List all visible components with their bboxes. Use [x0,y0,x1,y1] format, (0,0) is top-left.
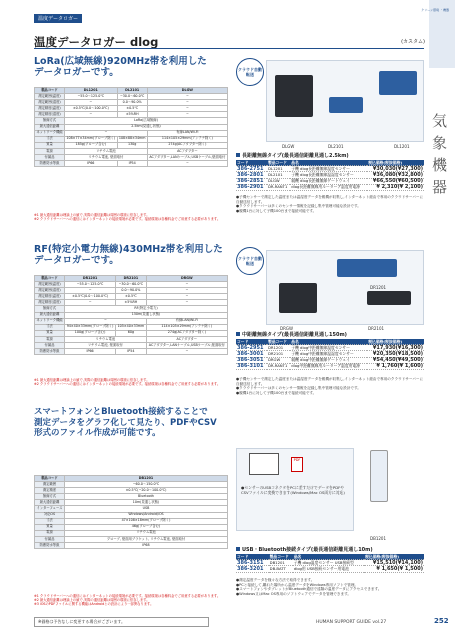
order-heading: USB・Bluetooth接続タイプ(最長通信距離見通し10m) [236,546,373,553]
table-cell: 108×77×34mm(プローブ除く) [66,136,116,141]
row-label: 最大通信距離 [35,500,65,506]
column-header: 製品コード [35,276,65,282]
table-cell: 105×40×33mm [117,324,145,329]
bullet: ●スマートフォンやタブレットがBluetooth通信で遠隔の温度データにアクセスできます。 [236,587,382,592]
row-label: 防塵防水等級 [35,543,65,549]
product-name: 子機 dlog長距離無線温度センサー [290,166,367,172]
row-label: ネットワーク機能 [36,130,63,135]
note-line: ※2 クラウドサーバーへの通信にはインターネットの接続環境が必要です。接続環境は各種料金でご用意する必要があります。 [34,382,221,387]
column-header: DR2101 [116,276,146,282]
product-code: DRGW [267,357,290,363]
product-price: ¥20,350(¥18,500) [367,351,424,357]
row-label: 最大通信距離 [35,124,65,130]
table-cell: ±0.5℃ [117,106,147,112]
table-cell: − [147,94,227,100]
table-cell: リチウム電池 [65,148,148,154]
notes-lora [34,213,228,221]
table-cell: 100g(プローブ含む) [65,330,116,336]
row-label: 測定範囲 [35,482,65,488]
table-cell: 47×108×18mm(プローブ除く) [65,518,228,524]
column-header: 品名 [293,554,364,560]
column-header: 税込価格(税抜価格) [367,160,424,166]
note-line: ※1 最大通信距離は理論上の値で,実際の通信距離は周囲の環境に依存します。 [34,213,150,217]
bullet: ●親機1台に対して子機100台まで接続可能です。 [236,208,317,213]
product-name: 親機 dlog長距離無線ゲートウェイ [290,178,367,184]
table-cell: − [146,349,227,355]
page-number: 252 [434,617,449,625]
device-image [379,71,417,95]
section-rf-title [34,244,223,266]
table-cell: ±5%RH [117,112,147,118]
table-cell: IP66 [65,349,116,355]
product-code: DR-RANT1 [267,363,290,369]
row-label: 寸法 [35,324,65,330]
device-image [275,75,313,117]
cloud-badge: クラウド自動転送 [236,247,264,275]
table-cell: − [65,300,116,306]
section-title-line: スマートフォンとBluetooth接続することで [34,407,208,417]
table-cell: 130g [117,142,147,148]
row-label: 電源 [35,530,65,536]
row-label: 防塵防水等級 [35,161,65,167]
product-price: ¥17,930(¥16,300) [367,345,424,351]
pdf-icon: PDF [291,457,303,472]
row-label: 寸法 [35,518,65,524]
column-header: DLGW [147,88,227,94]
table-cell: 274g(ACアダプター除く) [146,330,227,336]
order-code: 386-3101 [236,363,267,369]
section-title-line: 形式のファイル作成が可能です。 [34,428,161,438]
product-name: 子機 dlog中距離無線温度センサー [290,345,367,351]
spec-table-bluetooth [34,475,228,549]
order-code: 386-2951 [236,345,267,351]
table-cell: ±5%RH [116,300,146,306]
row-label: 質量 [35,524,65,530]
product-price: ¥30,030(¥27,300) [367,166,424,172]
order-row [236,363,424,369]
note-line: ※3 iOSのPDFファイルに関する機能はAndroidとの設計により一部異なります。 [34,602,154,607]
row-label: 測定精度(温度) [35,294,65,300]
note-line: ※1 最大通信距離は理論上の値で,実際の通信距離は周囲の環境に依存します。 [34,378,150,382]
bullet: ●親機1台に対して子機100台まで接続可能です。 [236,390,317,395]
bullets-lora [236,195,426,213]
usb-diagram [236,448,354,531]
table-cell: 185g(プローブ含む) [65,142,118,148]
product-code: DB-BATT [269,566,293,572]
product-name: 親機 dlog中距離無線ゲートウェイ [290,357,367,363]
product-price: ¥15,510(¥14,100) [364,560,424,566]
image-label: DR2101 [368,326,385,331]
section-title-line: LoRa(広域無線)920MHz帯を利用した [34,56,207,67]
table-cell: 0.0〜90.0% [116,288,146,294]
product-code: DR2101 [267,351,290,357]
row-label: 測定範囲(温度) [35,282,65,288]
product-photo-rf [266,250,424,325]
order-code: 386-2901 [236,184,267,190]
order-code: 386-3051 [236,357,267,363]
table-cell: 114×105×29mm(アンテナ除く) [147,136,227,142]
column-header: 製品コード [35,476,65,482]
column-header: DL2101 [117,88,147,94]
table-cell: プローブ, 壁面用ブラケット, リチウム電池, 壁面取付 [65,536,228,542]
product-name: dlog長距離無線用ルーターア温度用電源 [290,184,367,190]
table-cell: ±0.5℃(0.0〜100.0℃) [65,106,118,112]
device-image [337,259,397,277]
column-header: コード [236,160,267,166]
product-name: 子機 dlog長距離無線温湿度センサー [290,172,367,178]
bullet: ●子機センサーで測定した温度または温湿度データを親機が収集し,インターネット経由で専用のクラウドサーバーに自動送信します。 [236,195,424,204]
order-table-rf [236,339,424,370]
column-header: 税込価格(税抜価格) [367,339,424,345]
table-cell: − [146,300,227,306]
product-photo-lora [266,60,424,142]
custom-label: (カスタム) [401,39,425,45]
bullet: ●Windows又はMac OS専用のソフトウェアでデータを管理できます。 [236,591,351,596]
bullet: ●測定温度データを様々な方法で取得できます。 [236,578,315,582]
table-cell: −30.0〜60.0℃ [117,94,147,100]
notes-rf [34,378,228,386]
bullets-rf [236,377,426,395]
section-title-line: 測定データをグラフ化して見たり、PDFやCSV [34,417,217,428]
table-cell: − [146,288,227,294]
product-name: 子機 dlog中距離無線温湿度センサー [290,351,367,357]
table-cell: −55.0〜125.0℃ [65,94,118,100]
table-cell: リチウム電池 [65,530,228,536]
row-label: 無線方式 [35,306,65,312]
section-title-line: データロガーです。 [34,255,119,266]
table-cell: − [147,100,227,106]
note-line: ※2 最大通信距離は理論上の値で,実際の通信距離は周囲の環境に依存します。 [34,598,150,603]
column-header: 税込価格(税抜価格) [364,554,424,560]
table-cell: リチウム電池, 壁面取付 [65,155,148,161]
row-label: 無線方式 [35,118,65,124]
row-label: 測定精度(湿度) [35,112,65,118]
note-line: ※1 クラウドサーバーへの通信にはインターネットの接続環境が必要です。接続環境は各種料金でご用意する必要があります。 [34,594,221,598]
bullet: ●子機センサーで測定した温度または温湿度データを親機が収集し,インターネット経由で専用のクラウドサーバーに自動送信します。 [236,377,424,386]
table-cell: 114×105×29mm(アンテナ除く) [146,324,227,330]
table-cell: 60g [116,330,146,336]
product-name: dlog中距離無線用ルーターア温度用電源 [290,363,367,369]
section-bluetooth-title [34,407,217,439]
column-header: 製品コード [269,554,293,560]
table-cell: ACアダプター,LANケーブル,USBケーブル,壁面取付 [147,155,227,161]
image-label: DLGW [282,144,295,149]
product-price: ¥66,550(¥60,500) [367,178,424,184]
row-label: 防塵防水等級 [35,349,65,355]
product-price: ¥ 1,650(¥ 1,500) [364,566,424,572]
order-row [236,566,424,572]
bullets-bluetooth [236,578,426,596]
table-cell: − [147,161,227,167]
table-cell: RF(特定小電力) [65,306,228,312]
row-label: 測定範囲(湿度) [35,100,65,106]
order-table-lora [236,160,424,191]
row-label: 付属品 [35,343,65,349]
order-code: 386-3001 [236,351,267,357]
row-label: 測定精度 [35,488,65,494]
table-cell: 274g(ACアダプター除く) [147,142,227,148]
table-cell: −55.0〜125.0℃ [65,282,116,288]
row-label: 測定範囲(湿度) [35,288,65,294]
device-image [370,450,388,502]
product-price: ¥54,450(¥49,500) [367,357,424,363]
row-label: 付属品 [35,155,65,161]
table-row [35,161,228,167]
column-header: 製品コード [267,339,290,345]
row-label: 測定精度(湿度) [35,300,65,306]
table-cell: ACアダプター [146,336,227,342]
column-header: DL1201 [65,88,118,94]
category-tag: 温度データロガー [34,14,82,23]
bullet: ●クラウドサーバーは多くのセンサー情報を記録し集中管理可能な設計です。 [236,386,361,391]
table-cell: − [65,130,148,136]
title-rule [34,48,424,49]
image-label: DL1201 [394,144,410,149]
table-cell: ACアダプター,LANケーブル,USBケーブル,壁面取付 [146,343,227,349]
image-label: DL2101 [328,144,344,149]
device-image [279,283,317,313]
column-header: DB1201 [65,476,228,482]
table-cell: 有線LAN/Wi-Fi [146,318,227,324]
guide-label: HUMAN SUPPORT GUIDE vol.27 [316,620,387,625]
table-cell: 108×88×34mm [118,136,146,141]
order-heading: 長距離無線タイプ(最長通信距離見通し2.5km) [236,152,349,159]
table-cell: ACアダプター [147,148,227,154]
order-code: 386-2751 [236,166,267,172]
table-cell: 有線LAN/Wi-Fi [147,130,227,136]
section-title-line: データロガーです。 [34,67,119,78]
table-cell: IP54 [116,349,146,355]
product-code: DL2101 [267,172,290,178]
table-cell: − [147,106,227,112]
note-line: ※2 クラウドサーバーへの通信にはインターネットの接続環境が必要です。接続環境は各種料金でご用意する必要があります。 [34,217,221,222]
table-cell: 10m(見通し状態) [65,500,228,506]
row-label: 寸法 [35,136,65,142]
column-header: DR1201 [65,276,116,282]
product-code: DLGW [267,178,290,184]
product-code: DL1201 [267,166,290,172]
notes-bluetooth [34,594,228,607]
bullet: ●PCと接続して,離れた場所から温度データをWindows専用ソフトで管理。 [236,582,359,587]
column-header: 製品コード [267,160,290,166]
row-label: 付属品 [35,536,65,542]
table-cell: − [147,112,227,118]
row-label: 質量 [35,330,65,336]
table-cell: − [146,294,227,300]
table-cell: 2.5km(見通し状態) [65,124,228,130]
table-cell: 94×40×33mm(プローブ除く) [65,324,116,330]
order-row [236,184,424,190]
row-label: 電源 [35,336,65,342]
row-label: 測定範囲(温度) [35,94,65,100]
table-cell: リチウム電池, 壁面取付 [65,343,147,349]
table-cell: Bluetooth [65,494,228,500]
image-label: DB1201 [370,536,387,541]
row-label: 対応OS [35,512,65,518]
product-price: ¥36,080(¥32,800) [367,172,424,178]
section-lora-title [34,56,207,78]
row-label: ネットワーク機能 [36,318,63,323]
table-cell: ±0.5℃(0.0〜100.0℃) [65,294,116,300]
row-label: インターフェース [35,506,65,512]
table-cell: USB [65,506,228,512]
column-header: DRGW [146,276,227,282]
bullet: ●クラウドサーバーは多くのセンサー情報を記録し集中管理可能な設計です。 [236,204,361,209]
column-header: コード [236,554,269,560]
device-image [329,97,363,113]
table-cell: − [65,288,116,294]
device-image [367,291,411,305]
order-code: 386-2851 [236,178,267,184]
row-label: 無線方式 [35,494,65,500]
table-row [35,543,228,549]
order-code: 386-2801 [236,172,267,178]
row-label: 電源 [35,148,65,154]
product-code: DR-RANT1 [267,184,290,190]
order-heading: 中距離無線タイプ(最長通信距離見通し150m) [236,331,347,338]
table-cell: LoRa(広域無線) [65,118,228,124]
table-cell: 150m(見通し状態) [65,312,228,318]
usb-note: ●センサーのUSBコネクタをPCに差すだけでデータをPDFやCSVファイルに変換できます(Windows/Mac OS両方に対応) [241,485,345,495]
table-cell: IP54 [117,161,147,167]
column-header: 製品コード [35,88,65,94]
table-cell: − [65,112,118,118]
price-note: ※価格は予告なしに変更する場合がございます。 [34,617,209,627]
order-table-bluetooth [236,554,424,573]
section-title-line: RF(特定小電力無線)430MHz帯を利用した [34,244,223,255]
vertical-category: 気象機器 [432,112,448,196]
product-code: DR1201 [267,345,290,351]
cloud-badge: クラウド自動転送 [236,58,264,86]
spec-table-lora [34,87,228,167]
product-name: 子機 dlog温度センサー USB接続型 [293,560,364,566]
table-cell: ±0.5℃(−20.0〜100.0℃) [65,488,228,494]
table-cell: − [146,282,227,288]
table-cell: IP68 [65,543,228,549]
column-header: コード [236,339,267,345]
product-price: ¥ 1,760(¥ 1,600) [367,363,424,369]
table-cell: −30.0〜60.0℃ [116,282,146,288]
table-cell: −60.0〜150.0℃ [65,482,228,488]
product-code: DB1201 [269,560,293,566]
table-cell: − [65,318,147,324]
spec-table-rf [34,275,228,355]
column-header: 品名 [290,160,367,166]
order-code: 386-3201 [236,566,269,572]
page-title: 温度データロガー dlog [34,35,159,49]
table-cell: IP66 [65,161,118,167]
image-label: DR1201 [370,285,387,290]
row-label: 質量 [35,142,65,148]
table-cell: Windows/Android/iOS [65,512,228,518]
table-cell: ±0.5℃ [116,294,146,300]
row-label: 最大通信距離 [35,312,65,318]
table-row [35,349,228,355]
row-label: 測定精度(温度) [35,106,65,112]
column-header: 品名 [290,339,367,345]
image-label: DRGW [280,326,293,331]
table-cell: 46g(プローブ含む) [65,524,228,530]
table-cell: 0.0〜90.0% [117,100,147,106]
order-code: 386-3151 [236,560,269,566]
table-cell: − [65,100,118,106]
product-price: ¥ 2,310(¥ 2,100) [367,184,424,190]
side-label: クリーン環境 ・機器 [421,8,449,12]
laptop-icon [249,453,279,475]
product-name: dlog用 USB接続センサー用電池 [293,566,364,572]
table-cell: リチウム電池 [65,336,147,342]
